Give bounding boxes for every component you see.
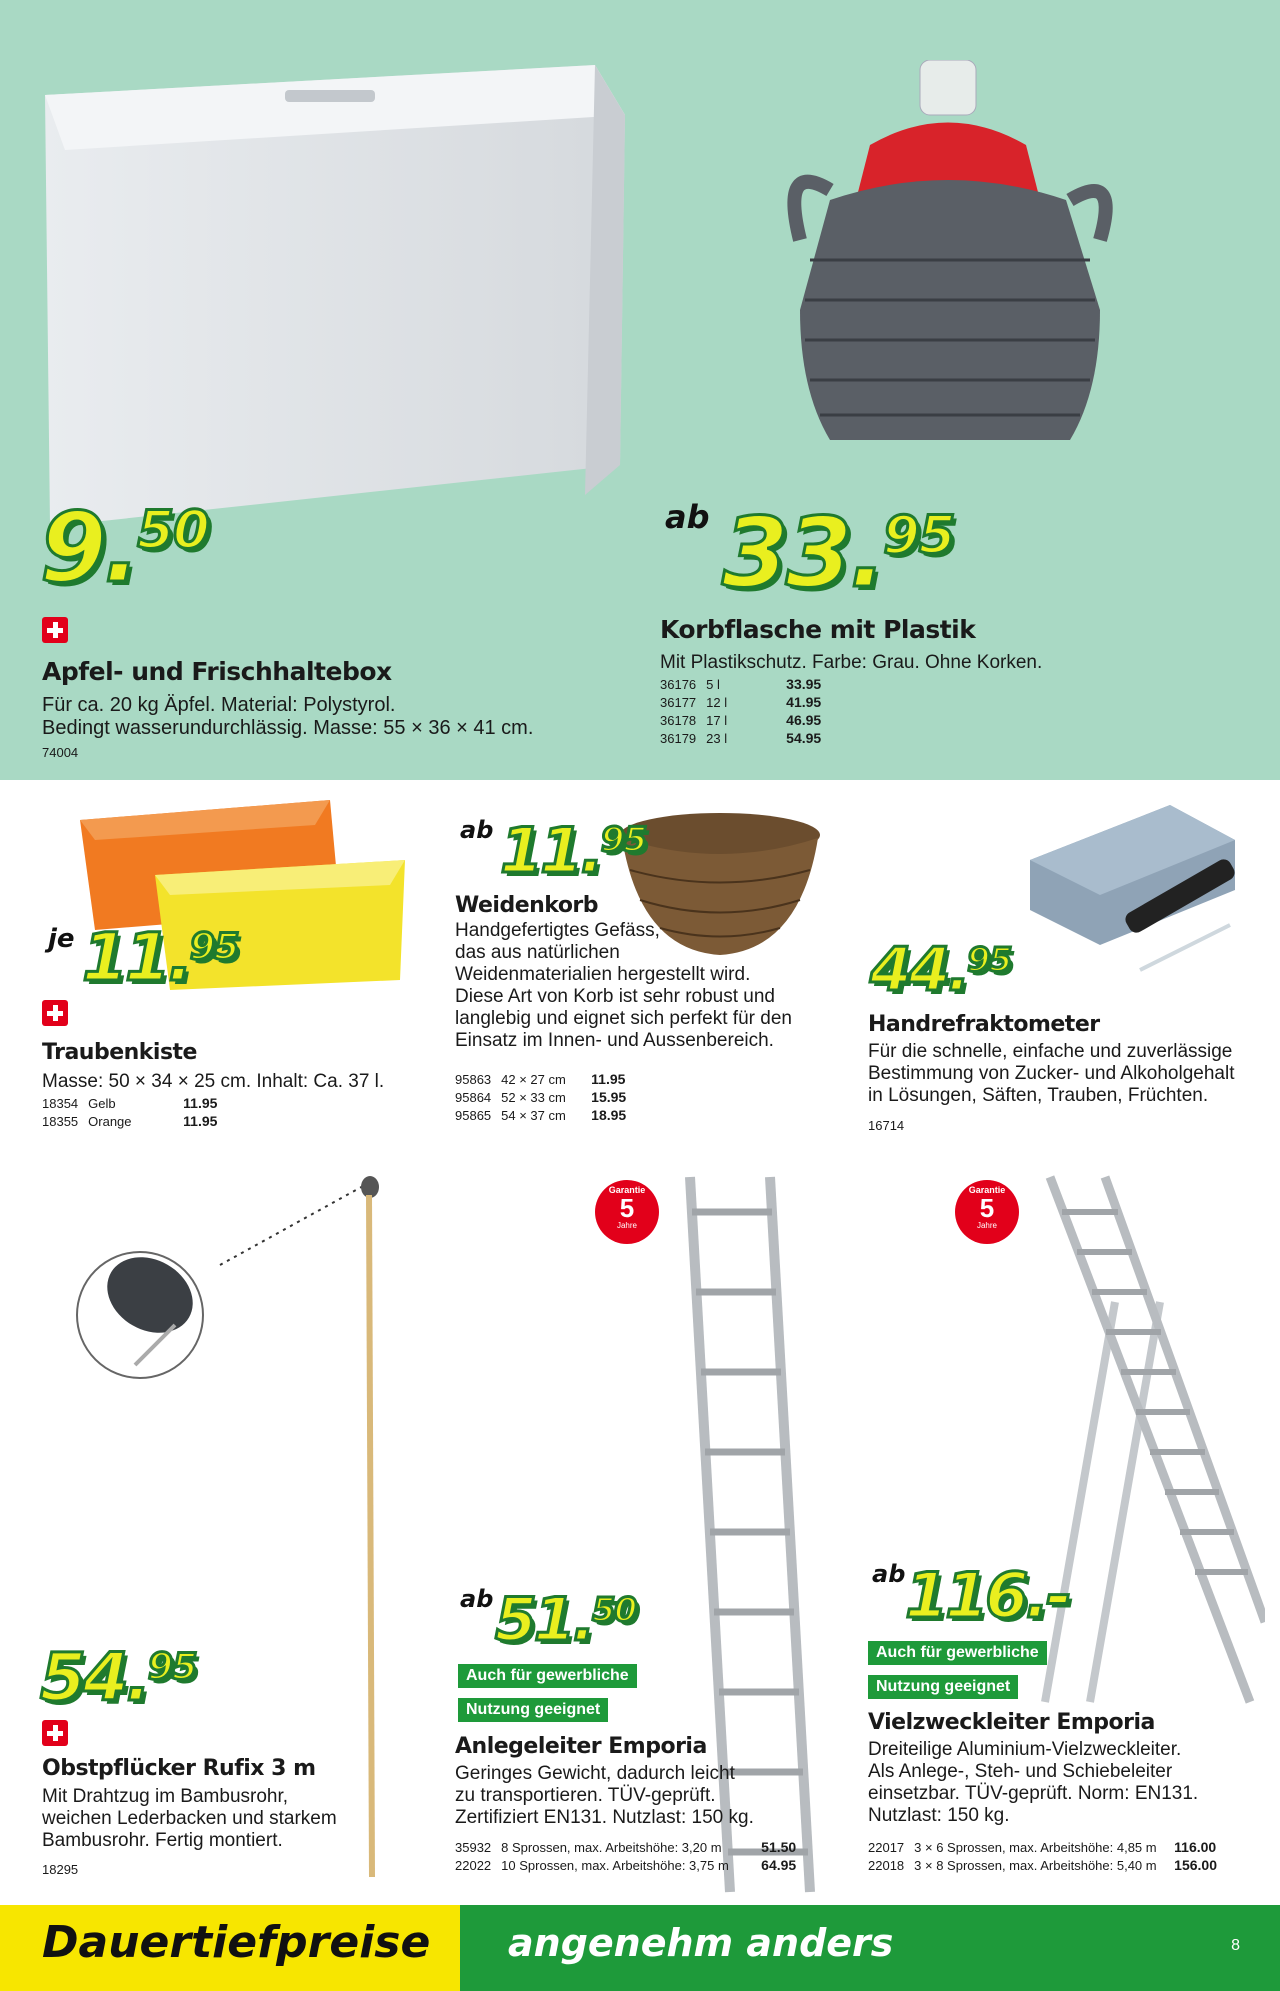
footer-dauertiefpreise xyxy=(0,1905,460,1991)
korbflasche-price: 33.95 xyxy=(722,497,955,609)
refraktometer-price: 44.95 xyxy=(870,935,1012,1005)
traubenkiste-title: Traubenkiste xyxy=(42,1040,197,1065)
refraktometer-image xyxy=(1020,800,1260,990)
obstpfluecker-description: Mit Drahtzug im Bambusrohr, weichen Lederbacken und starkem Bambusrohr. Fertig montiert. xyxy=(42,1786,337,1851)
swiss-flag-icon xyxy=(42,1000,68,1026)
table-row: 22017 3 × 6 Sprossen, max. Arbeitshöhe: 4,85 m 116.00 xyxy=(868,1839,1217,1855)
korbflasche-price-prefix: ab xyxy=(665,498,710,536)
styrobox-title: Apfel- und Frischhaltebox xyxy=(42,657,392,686)
anlegeleiter-price: 51.50 xyxy=(495,1585,637,1655)
refraktometer-article: 16714 xyxy=(868,1118,905,1133)
traubenkiste-price: 11.95 xyxy=(82,919,239,996)
swiss-flag-icon xyxy=(42,1720,68,1746)
traubenkiste-price-prefix: je xyxy=(48,924,75,954)
garantie-5-jahre-badge: Garantie 5 Jahre xyxy=(595,1180,659,1244)
table-row: 36177 12 l 41.95 xyxy=(660,694,822,710)
table-row: 36179 23 l 54.95 xyxy=(660,730,822,746)
weidenkorb-title: Weidenkorb xyxy=(455,893,599,918)
gewerblich-badge-line2: Nutzung geeignet xyxy=(868,1675,1018,1699)
gewerblich-badge: Auch für gewerbliche xyxy=(458,1664,637,1688)
table-row: 18354 Gelb 11.95 xyxy=(42,1095,218,1111)
footer-left-label: Dauertiefpreise xyxy=(42,1917,431,1968)
weidenkorb-price: 11.95 xyxy=(500,814,647,887)
vielzweckleiter-price: 116.- xyxy=(905,1559,1069,1632)
table-row: 36178 17 l 46.95 xyxy=(660,712,822,728)
table-row: 22022 10 Sprossen, max. Arbeitshöhe: 3,75 m 64.95 xyxy=(455,1857,797,1873)
weidenkorb-description: Handgefertigtes Gefäss, das aus natürlichen Weidenmaterialien hergestellt wird. Diese Art von Korb ist sehr robust und langlebig und eignet sich perfekt für den Einsatz im Innen- und Aussenbereich. xyxy=(455,920,792,1051)
vielzweckleiter-price-prefix: ab xyxy=(872,1560,906,1588)
anlegeleiter-description: Geringes Gewicht, dadurch leicht zu transportieren. TÜV-geprüft. Zertifiziert EN131. Nutzlast: 150 kg. xyxy=(455,1763,754,1828)
refraktometer-description: Für die schnelle, einfache und zuverlässige Bestimmung von Zucker- und Alkoholgehalt in Lösungen, Säften, Trauben, Früchten. xyxy=(868,1041,1235,1106)
swiss-flag-icon xyxy=(42,617,68,643)
table-row: 95864 52 × 33 cm 15.95 xyxy=(455,1089,627,1105)
styrofoam-box-image xyxy=(35,55,635,525)
table-row: 95865 54 × 37 cm 18.95 xyxy=(455,1107,627,1123)
traubenkiste-variants-table xyxy=(42,1094,227,1130)
styrobox-article: 74004 xyxy=(42,745,79,760)
footer-slogan-bar xyxy=(460,1905,1280,1991)
korbflasche-description: Mit Plastikschutz. Farbe: Grau. Ohne Korken. xyxy=(660,652,1043,673)
table-row: 18355 Orange 11.95 xyxy=(42,1113,218,1129)
table-row: 95863 42 × 27 cm 11.95 xyxy=(455,1071,626,1087)
page-number: 8 xyxy=(1231,1937,1240,1954)
refraktometer-title: Handrefraktometer xyxy=(868,1012,1100,1037)
gewerblich-badge: Auch für gewerbliche xyxy=(868,1641,1047,1665)
vielzweckleiter-title: Vielzweckleiter Emporia xyxy=(868,1710,1155,1735)
table-row: 35932 8 Sprossen, max. Arbeitshöhe: 3,20 m 51.50 xyxy=(455,1839,797,1855)
korbflasche-image xyxy=(770,60,1140,500)
anlegeleiter-variants-table xyxy=(455,1838,806,1874)
obstpfluecker-price: 54.95 xyxy=(40,1639,197,1716)
table-row: 36176 5 l 33.95 xyxy=(660,676,822,692)
vielzweckleiter-description: Dreiteilige Aluminium-Vielzweckleiter. Als Anlege-, Steh- und Schiebeleiter einsetzbar. TÜV-geprüft. Norm: EN131. Nutzlast: 150 kg. xyxy=(868,1739,1199,1826)
korbflasche-title: Korbflasche mit Plastik xyxy=(660,615,976,644)
korbflasche-variants-table xyxy=(660,675,831,747)
vielzweckleiter-image xyxy=(1040,1172,1265,1727)
obstpfluecker-article: 18295 xyxy=(42,1862,79,1877)
anlegeleiter-price-prefix: ab xyxy=(460,1585,494,1613)
garantie-5-jahre-badge: Garantie 5 Jahre xyxy=(955,1180,1019,1244)
weidenkorb-variants-table xyxy=(455,1070,636,1124)
traubenkiste-description: Masse: 50 × 34 × 25 cm. Inhalt: Ca. 37 l. xyxy=(42,1071,385,1092)
styrobox-price: 9.50 xyxy=(40,492,209,604)
footer-slogan: angenehm anders xyxy=(508,1921,894,1965)
vielzweckleiter-variants-table xyxy=(868,1838,1227,1874)
table-row: 22018 3 × 8 Sprossen, max. Arbeitshöhe: 5,40 m 156.00 xyxy=(868,1857,1217,1873)
obstpfluecker-title: Obstpflücker Rufix 3 m xyxy=(42,1756,316,1781)
styrobox-description: Für ca. 20 kg Äpfel. Material: Polystyrol. Bedingt wasserundurchlässig. Masse: 55 × 36 × 41 cm. xyxy=(42,694,534,739)
anlegeleiter-title: Anlegeleiter Emporia xyxy=(455,1734,707,1759)
weidenkorb-price-prefix: ab xyxy=(460,816,494,844)
gewerblich-badge-line2: Nutzung geeignet xyxy=(458,1698,608,1722)
